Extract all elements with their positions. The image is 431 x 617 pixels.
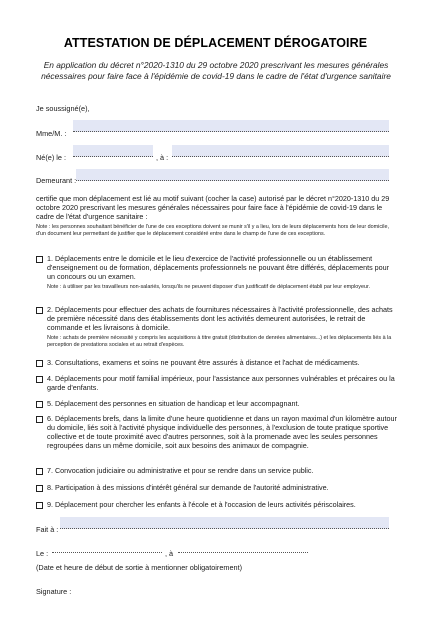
motif-note-1: Note : à utiliser par les travailleurs non-salariés, lorsqu'ils ne peuvent disposer d'un justificatif de déplacement établi par leur employeur. [47,284,370,290]
birth-date-field[interactable] [73,145,153,157]
birth-place-label: , à : [156,153,169,162]
checkbox-6[interactable] [36,416,43,423]
date-field[interactable] [52,541,162,553]
date-label: Le : [36,549,49,558]
time-label: , à [165,549,174,558]
motif-text-6: 6. Déplacements brefs, dans la limite d'une heure quotidienne et dans un rayon maximal d'un kilomètre autour du domicile, liés soit à l'activité physique individuelle des personnes, à l'exclusion de toute pratique sportive collective et de toute proximité avec d'autres personnes, soit à la promenade avec les seules personnes regroupées dans un même domicile, soit aux besoins des animaux de compagnie. [47,414,397,450]
name-field[interactable] [73,120,389,132]
checkbox-5[interactable] [36,401,43,408]
time-field[interactable] [178,541,308,553]
name-label: Mme/M. : [36,129,67,138]
motif-text-5: 5. Déplacement des personnes en situation de handicap et leur accompagnant. [47,399,300,408]
checkbox-3[interactable] [36,360,43,367]
motif-text-7: 7. Convocation judiciaire ou administrative et pour se rendre dans un service public. [47,466,314,475]
motif-text-2: 2. Déplacements pour effectuer des achats de fournitures nécessaires à l'activité professionnelle, des achats de première nécessité dans des établissements dont les activités demeurent autorisées, le retrait de commande et les livraisons à domicile. [47,305,393,332]
checkbox-9[interactable] [36,502,43,509]
date-hint: (Date et heure de début de sortie à mentionner obligatoirement) [36,563,243,572]
birth-date-label: Né(e) le : [36,153,67,162]
checkbox-1[interactable] [36,256,43,263]
signature-label: Signature : [36,587,72,596]
motif-text-3: 3. Consultations, examens et soins ne pouvant être assurés à distance et l'achat de médicaments. [47,358,360,367]
checkbox-8[interactable] [36,485,43,492]
address-field[interactable] [76,169,389,181]
soussigne-label: Je soussigné(e), [36,104,90,113]
motif-note-2: Note : achats de première nécessité y compris les acquisitions à titre gratuit (distribution de denrées alimentaires...) et les déplacements liés à la perception de prestations sociales et au retrait d'espèces. [47,335,392,348]
checkbox-7[interactable] [36,468,43,475]
general-note: Note : les personnes souhaitant bénéficier de l'une de ces exceptions doivent se munir s'il y a lieu, lors de leurs déplacements hors de leur domicile, d'un document leur permettant de justifier que le déplacement considéré entre dans le champ de l'une de ces exceptions. [36,224,389,237]
certify-text: certifie que mon déplacement est lié au motif suivant (cocher la case) autorisé par le décret n°2020-1310 du 29 octobre 2020 prescrivant les mesures générales nécessaires pour faire face à l'épidémie de covid-19 dans le cadre de l'état d'urgence sanitaire : [36,194,390,221]
motif-text-1: 1. Déplacements entre le domicile et le lieu d'exercice de l'activité professionnelle ou un établissement d'enseignement ou de formation, déplacements professionnels ne pouvant être différés, déplacements pour un concours ou un examen. [47,254,390,281]
decree-subtitle: En application du décret n°2020-1310 du 29 octobre 2020 prescrivant les mesures générales nécessaires pour faire face à l'épidémie de covid-19 dans le cadre de l'état d'urgence sanitaire [41,60,391,81]
motif-text-4: 4. Déplacements pour motif familial impérieux, pour l'assistance aux personnes vulnérables et précaires ou la garde d'enfants. [47,374,395,392]
motif-text-9: 9. Déplacement pour chercher les enfants à l'école et à l'occasion de leurs activités périscolaires. [47,500,356,509]
signature-area[interactable] [80,580,230,591]
fait-label: Fait à : [36,525,59,534]
address-label: Demeurant : [36,176,77,185]
fait-field[interactable] [60,517,389,529]
birth-place-field[interactable] [172,145,389,157]
motif-text-8: 8. Participation à des missions d'intérêt général sur demande de l'autorité administrative. [47,483,329,492]
checkbox-4[interactable] [36,376,43,383]
page-title: ATTESTATION DE DÉPLACEMENT DÉROGATOIRE [63,36,368,50]
checkbox-2[interactable] [36,307,43,314]
